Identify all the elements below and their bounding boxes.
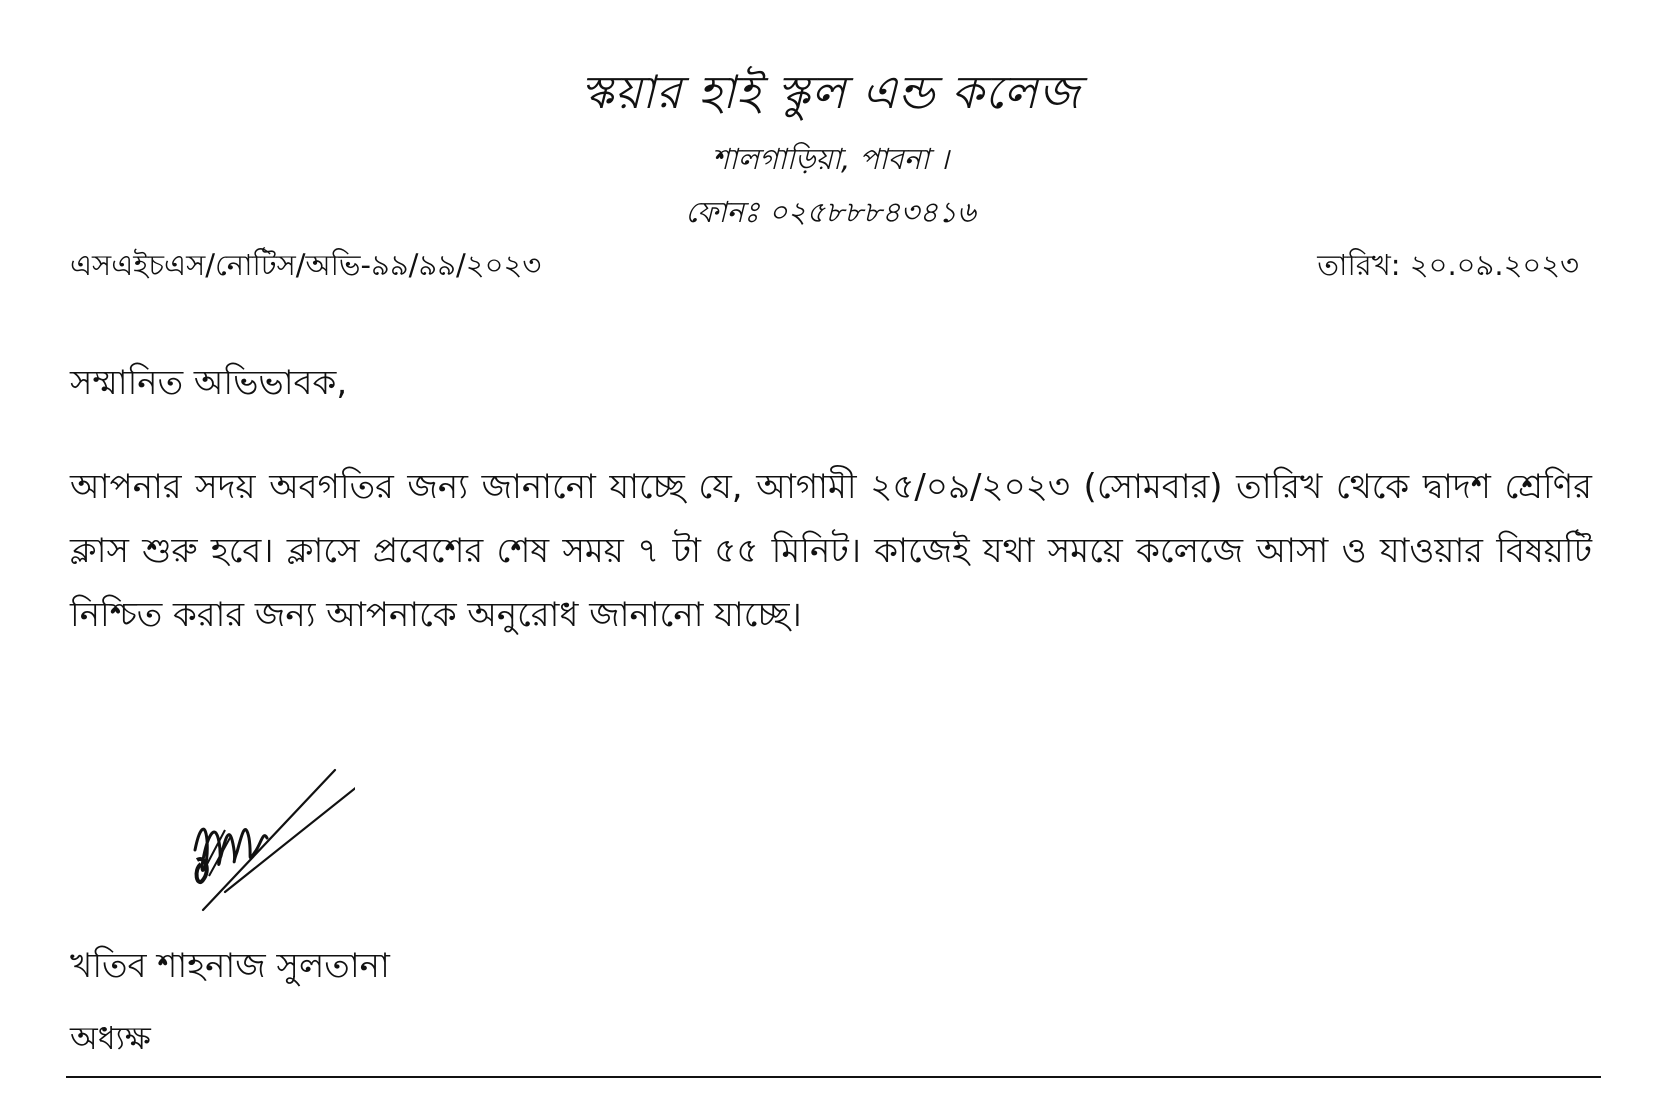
handwritten-signature	[185, 760, 355, 920]
salutation: সম্মানিত অভিভাবক,	[70, 363, 348, 403]
footer-divider	[66, 1076, 1601, 1078]
signatory-name: খতিব শাহনাজ সুলতানা	[70, 946, 390, 986]
institution-name: স্কয়ার হাই স্কুল এন্ড কলেজ	[580, 65, 1081, 119]
signatory-designation: অধ্যক্ষ	[70, 1019, 151, 1057]
reference-number: এসএইচএস/নোটিস/অভি-৯৯/৯৯/২০২৩	[70, 248, 542, 282]
institution-phone: ফোনঃ ০২৫৮৮৮৪৩৪১৬	[685, 195, 976, 229]
notice-body: আপনার সদয় অবগতির জন্য জানানো যাচ্ছে যে, আগামী ২৫/০৯/২০২৩ (সোমবার) তারিখ থেকে দ্বাদশ শ্রেণির ক্লাস শুরু হবে। ক্লাসে প্রবেশের শেষ সময় ৭ টা ৫৫ মিনিট। কাজেই যথা সময়ে কলেজে আসা ও যাওয়ার বিষয়টি নিশ্চিত করার জন্য আপনাকে অনুরোধ জানানো যাচ্ছে।	[70, 467, 1592, 635]
institution-address: শালগাড়িয়া, পাবনা ।	[711, 142, 950, 176]
notice-date: তারিখ: ২০.০৯.২০২৩	[1317, 248, 1579, 282]
